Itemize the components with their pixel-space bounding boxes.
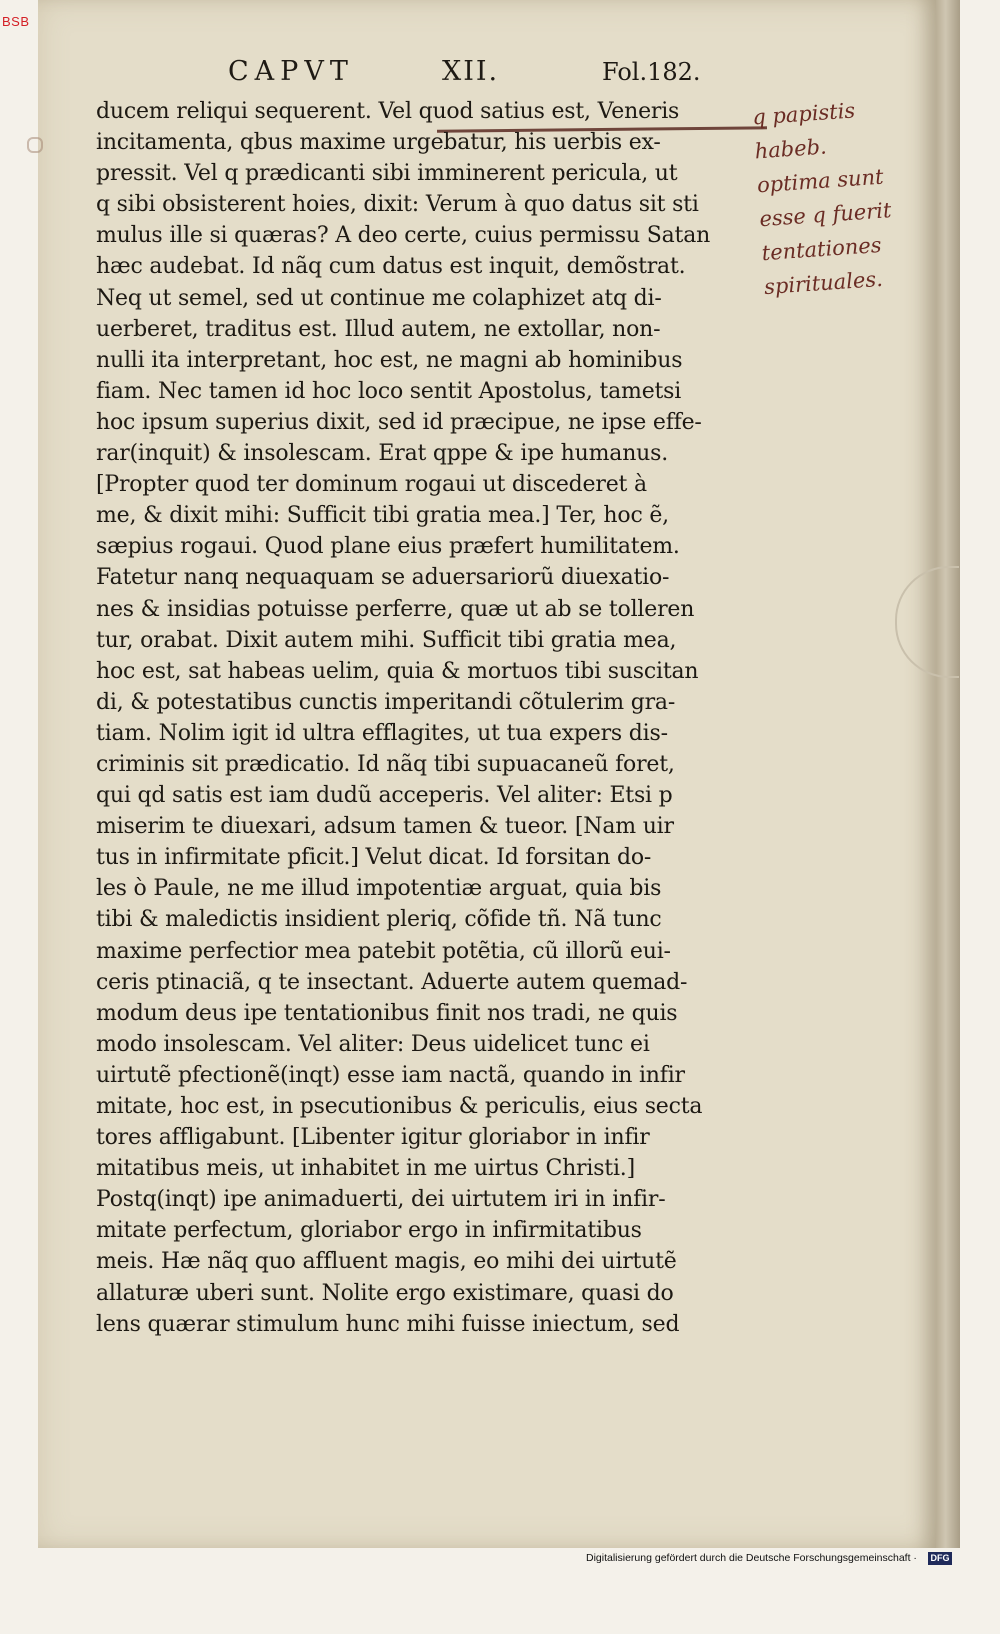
marginalia-line: tentationes <box>760 232 883 266</box>
text-line: tus in infirmitate pficit.] Velut dicat. Id forsitan do- <box>96 845 652 871</box>
text-line: tibi & maledictis insidient pleriq, cõfide tñ. Nã tunc <box>96 907 662 933</box>
running-head-chapter: XII. <box>442 56 500 87</box>
dfg-logo: DFG <box>928 1552 952 1565</box>
text-line: q sibi obsisterent hoies, dixit: Verum à quo datus sit sti <box>96 192 699 218</box>
text-line: rar(inquit) & insolescam. Erat qppe & ipe humanus. <box>96 441 669 467</box>
text-line: ceris ptinaciã, q te insectant. Aduerte autem quemad- <box>96 969 688 995</box>
text-line: incitamenta, qbus maxime urgebatur, his uerbis ex- <box>96 130 661 156</box>
marginalia-line: spirituales. <box>763 266 884 300</box>
text-line: ducem reliqui sequerent. Vel quod satius est, Veneris <box>96 99 680 124</box>
text-line: lens quærar stimulum hunc mihi fuisse iniectum, sed <box>96 1311 680 1337</box>
text-line: allaturæ uberi sunt. Nolite ergo existimare, quasi do <box>96 1280 674 1306</box>
text-line: mitate perfectum, gloriabor ergo in infirmitatibus <box>96 1218 642 1244</box>
text-line: mitate, hoc est, in psecutionibus & periculis, eius secta <box>96 1094 703 1119</box>
text-line: di, & potestatibus cunctis imperitandi cõtulerim gra- <box>96 689 676 715</box>
marginalia-line: habeb. <box>753 134 828 164</box>
text-line: criminis sit prædicatio. Id nãq tibi supuacaneũ foret, <box>96 751 675 777</box>
text-line: uerberet, traditus est. Illud autem, ne extollar, non- <box>96 316 661 342</box>
text-line: mulus ille si quæras? A deo certe, cuius permissu Satan <box>96 223 711 249</box>
bsb-logo: BSB <box>2 14 30 29</box>
running-head <box>96 52 776 92</box>
running-head-caput: CAPVT <box>228 56 354 87</box>
text-line: hoc ipsum superius dixit, sed id præcipue, ne ipse effe- <box>96 409 702 435</box>
text-line: pressit. Vel q prædicanti sibi imminerent pericula, ut <box>96 161 678 187</box>
text-line: Postq(inqt) ipe animaduerti, dei uirtutem iri in infir- <box>96 1187 666 1213</box>
text-line: nes & insidias potuisse perferre, quæ ut ab se tolleren <box>96 596 695 622</box>
marginalia-line: optima sunt <box>756 164 885 198</box>
text-line: hoc est, sat habeas uelim, quia & mortuos tibi suscitan <box>96 658 699 684</box>
text-line: qui qd satis est iam dudũ acceperis. Vel aliter: Etsi p <box>96 783 673 809</box>
margin-dot <box>27 137 43 153</box>
text-line: Fatetur nanq nequaquam se aduersariorũ diuexatio- <box>96 565 670 591</box>
text-line: fiam. Nec tamen id hoc loco sentit Apostolus, tametsi <box>96 378 682 404</box>
text-line: nulli ita interpretant, hoc est, ne magni ab hominibus <box>96 347 683 373</box>
text-line: modum deus ipe tentationibus finit nos tradi, ne quis <box>96 1000 678 1026</box>
running-head-folio: Fol.182. <box>602 58 701 86</box>
marginalia-line: esse q fuerit <box>758 198 893 232</box>
text-line: les ò Paule, ne me illud impotentiæ arguat, quia bis <box>96 876 662 902</box>
text-line: tores affligabunt. [Libenter igitur gloriabor in infir <box>96 1125 650 1151</box>
text-line: sæpius rogaui. Quod plane eius præfert humilitatem. <box>96 534 680 560</box>
text-line: mitatibus meis, ut inhabitet in me uirtus Christi.] <box>96 1156 635 1182</box>
text-line: hæc audebat. Id nãq cum datus est inquit, demõstrat. <box>96 254 686 280</box>
text-line: [Propter quod ter dominum rogaui ut discederet à <box>96 472 647 498</box>
text-line: tiam. Nolim igit id ultra efflagites, ut tua expers dis- <box>96 720 668 746</box>
text-line: uirtutẽ pfectionẽ(inqt) esse iam nactã, quando in infir <box>96 1062 685 1088</box>
text-line: modo insolescam. Vel aliter: Deus uidelicet tunc ei <box>96 1031 650 1057</box>
handwritten-marginalia <box>751 88 949 360</box>
funding-credit: Digitalisierung gefördert durch die Deutsche Forschungsgemeinschaft · <box>586 1552 917 1564</box>
text-line: tur, orabat. Dixit autem mihi. Sufficit tibi gratia mea, <box>96 627 677 653</box>
text-line: me, & dixit mihi: Sufficit tibi gratia mea.] Ter, hoc ẽ, <box>96 503 669 529</box>
text-line: miserim te diuexari, adsum tamen & tueor. [Nam uir <box>96 814 674 840</box>
text-line: meis. Hæ nãq quo affluent magis, eo mihi dei uirtutẽ <box>96 1249 677 1275</box>
marginalia-line: q papistis <box>751 98 856 130</box>
text-line: Neq ut semel, sed ut continue me colaphizet atq di- <box>96 285 662 311</box>
text-line: maxime perfectior mea patebit potẽtia, cũ illorũ eui- <box>96 938 671 964</box>
body-text <box>96 96 766 1337</box>
